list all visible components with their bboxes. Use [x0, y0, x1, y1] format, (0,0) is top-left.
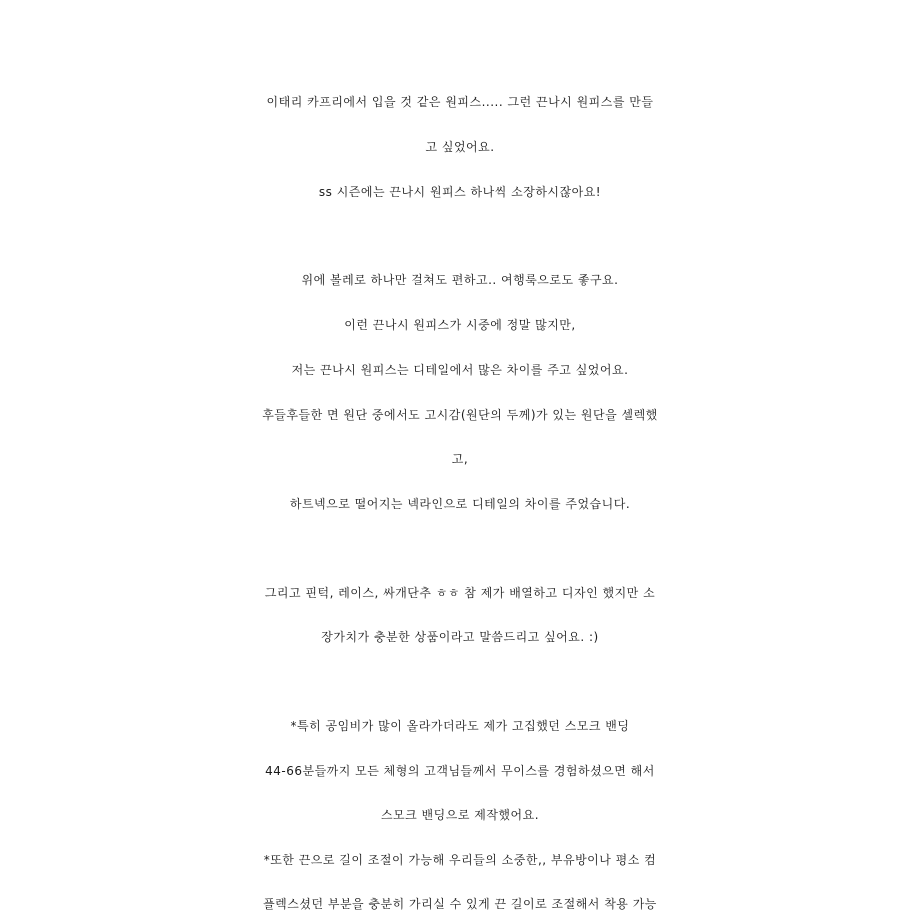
text-line: ss 시즌에는 끈나시 원피스 하나씩 소장하시잖아요!	[318, 185, 602, 199]
text-line: 이태리 카프리에서 입을 것 같은 원피스..... 그런 끈나시 원피스를 만들	[266, 95, 654, 109]
text-line: *특히 공임비가 많이 올라가더라도 제가 고집했던 스모크 밴딩	[290, 719, 630, 733]
text-line: 플렉스셨던 부분을 충분히 가리실 수 있게 끈 길이로 조절해서 착용 가능	[263, 897, 657, 911]
text-line: 이런 끈나시 원피스가 시중에 정말 많지만,	[344, 318, 576, 332]
text-line: 그리고 핀턱, 레이스, 싸개단추 ㅎㅎ 참 제가 배열하고 디자인 했지만 소	[264, 586, 656, 600]
text-line: 하트넥으로 떨어지는 넥라인으로 디테일의 차이를 주었습니다.	[289, 497, 631, 511]
text-line: 후들후들한 면 원단 중에서도 고시감(원단의 두께)가 있는 원단을 셀렉했	[262, 408, 658, 422]
text-line: 스모크 밴딩으로 제작했어요.	[380, 808, 540, 822]
text-line: 고 싶었어요.	[425, 140, 495, 154]
text-line: *또한 끈으로 길이 조절이 가능해 우리들의 소중한,, 부유방이나 평소 컴	[263, 853, 657, 867]
text-line: 장가치가 충분한 상품이라고 말씀드리고 싶어요. :)	[321, 630, 599, 644]
text-line: 위에 볼레로 하나만 걸쳐도 편하고.. 여행룩으로도 좋구요.	[301, 273, 619, 287]
text-line: 저는 끈나시 원피스는 디테일에서 많은 차이를 주고 싶었어요.	[291, 363, 629, 377]
text-line: 44-66분들까지 모든 체형의 고객님들께서 무이스를 경험하셨으면 해서	[265, 764, 655, 778]
text-line: 고,	[451, 452, 469, 466]
